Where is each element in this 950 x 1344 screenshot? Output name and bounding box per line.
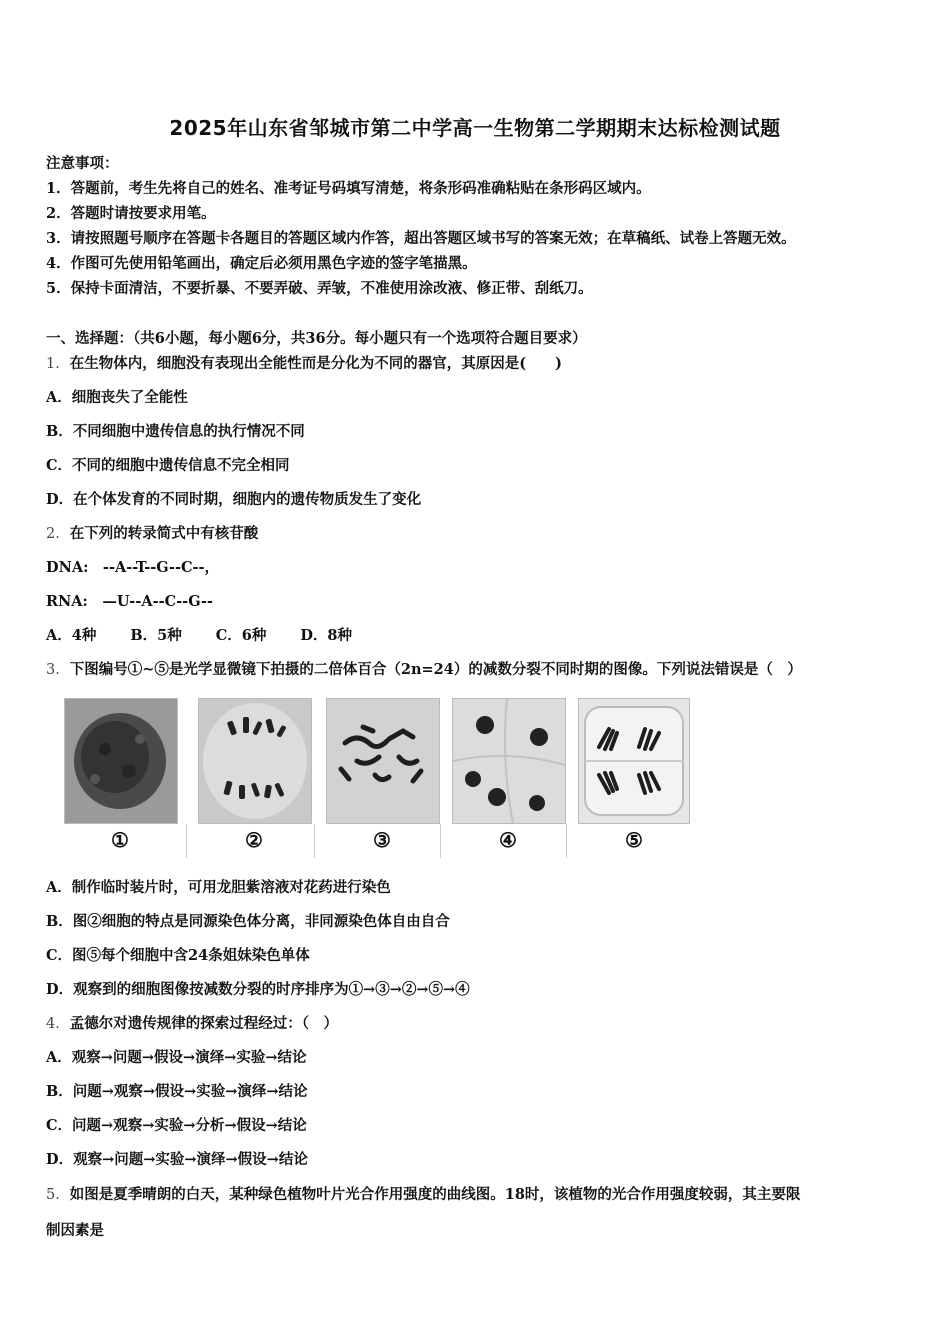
question-4 — [46, 1012, 338, 1033]
notice-item: 3．请按照题号顺序在答题卡各题目的答题区域内作答，超出答题区域书写的答案无效；在草稿纸、试卷上答题无效。 — [46, 230, 796, 247]
option-a: A．制作临时装片时，可用龙胆紫溶液对花药进行染色 — [46, 879, 391, 896]
figure-label-2: ② — [245, 828, 263, 852]
figure-label-1: ① — [111, 828, 129, 852]
micrograph-figure — [64, 698, 694, 858]
question-number: 5． — [46, 1187, 70, 1203]
option-c: C．图⑤每个细胞中含24条姐妹染色单体 — [46, 947, 310, 964]
question-number: 2． — [46, 526, 70, 542]
option-d: D．在个体发育的不同时期，细胞内的遗传物质发生了变化 — [46, 491, 422, 508]
notice-item: 4．作图可先使用铅笔画出，确定后必须用黑色字迹的签字笔描黑。 — [46, 255, 477, 272]
figure-label-4: ④ — [499, 828, 517, 852]
micrograph-3 — [326, 698, 440, 824]
question-2 — [46, 522, 258, 543]
question-stem-continued: 制因素是 — [46, 1222, 104, 1239]
question-stem: 如图是夏季晴朗的白天，某种绿色植物叶片光合作用强度的曲线图。18时，该植物的光合作用强度较弱，其主要限 — [69, 1186, 801, 1203]
figure-label-5: ⑤ — [625, 828, 643, 852]
micrograph-5 — [578, 698, 690, 824]
rna-sequence: RNA: —U--A--C--G-- — [46, 593, 213, 610]
micrograph-4 — [452, 698, 566, 824]
option-c: C．不同的细胞中遗传信息不完全相同 — [46, 457, 290, 474]
question-number: 3． — [46, 662, 70, 678]
option-c: C．6种 — [215, 627, 267, 644]
notice-item: 1．答题前，考生先将自己的姓名、准考证号码填写清楚，将条形码准确粘贴在条形码区域内。 — [46, 180, 651, 197]
option-b: B．5种 — [130, 627, 182, 644]
question-stem: 下图编号①~⑤是光学显微镜下拍摄的二倍体百合（2n=24）的减数分裂不同时期的图像。下列说法错误是（ ） — [69, 661, 802, 678]
option-a: A．观察→问题→假设→演绎→实验→结论 — [46, 1049, 307, 1066]
option-d: D．8种 — [300, 627, 353, 644]
option-d: D．观察→问题→实验→演绎→假设→结论 — [46, 1151, 308, 1168]
q2-options — [46, 624, 386, 645]
notice-heading: 注意事项： — [46, 155, 119, 172]
notice-item: 2．答题时请按要求用笔。 — [46, 205, 216, 222]
option-b: B．问题→观察→假设→实验→演绎→结论 — [46, 1083, 308, 1100]
question-number: 1． — [46, 356, 70, 372]
page-title: 2025年山东省邹城市第二中学高一生物第二学期期末达标检测试题 — [169, 116, 781, 140]
question-stem: 在生物体内，细胞没有表现出全能性而是分化为不同的器官，其原因是( ) — [69, 355, 562, 372]
question-number: 4． — [46, 1016, 70, 1032]
question-5 — [46, 1183, 800, 1204]
micrograph-2 — [198, 698, 312, 824]
option-d: D．观察到的细胞图像按减数分裂的时序排序为①→③→②→⑤→④ — [46, 981, 470, 998]
option-b: B．不同细胞中遗传信息的执行情况不同 — [46, 423, 305, 440]
notice-item: 5．保持卡面清洁，不要折暴、不要弄破、弄皱，不准使用涂改液、修正带、刮纸刀。 — [46, 280, 593, 297]
dna-sequence: DNA: --A--T--G--C--， — [46, 559, 220, 576]
question-3 — [46, 658, 802, 679]
figure-label-3: ③ — [373, 828, 391, 852]
micrograph-1 — [64, 698, 178, 824]
question-stem: 在下列的转录简式中有核苷酸 — [69, 525, 259, 542]
section-heading: 一、选择题：（共6小题，每小题6分，共36分。每小题只有一个选项符合题目要求） — [46, 330, 587, 347]
option-a: A．4种 — [46, 627, 97, 644]
question-1 — [46, 352, 562, 373]
option-c: C．问题→观察→实验→分析→假设→结论 — [46, 1117, 307, 1134]
option-b: B．图②细胞的特点是同源染色体分离，非同源染色体自由自合 — [46, 913, 450, 930]
option-a: A．细胞丧失了全能性 — [46, 389, 188, 406]
question-stem: 孟德尔对遗传规律的探索过程经过：（ ） — [69, 1015, 338, 1032]
